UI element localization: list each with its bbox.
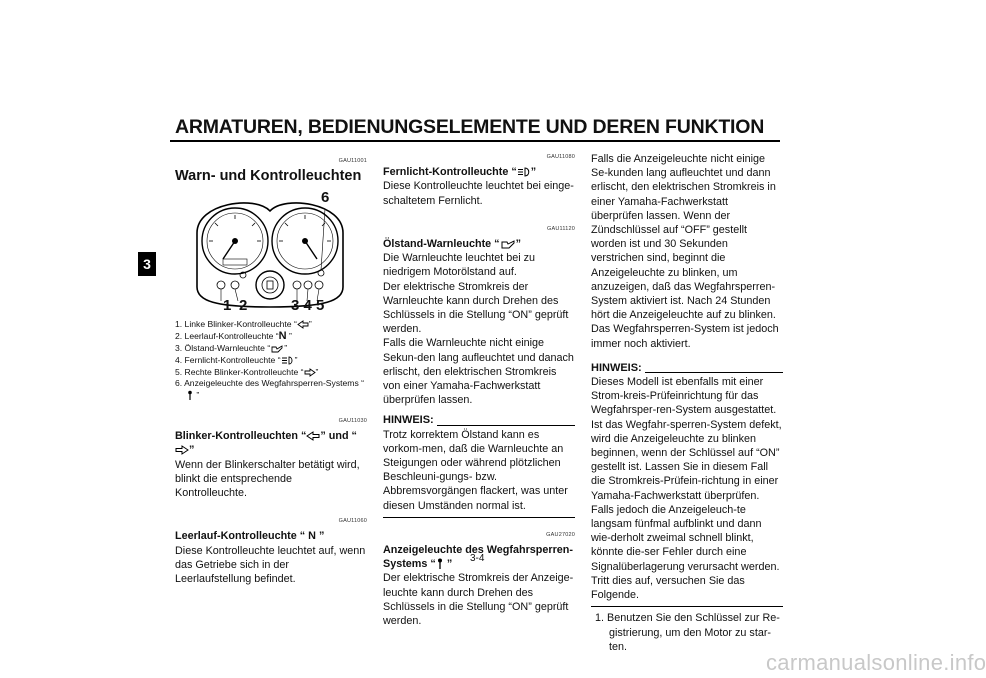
leerlauf-heading: Leerlauf-Kontrolleuchte “ N ”: [175, 530, 325, 543]
column-1: [175, 150, 367, 586]
speedometer-tachometer-illustration: [175, 189, 365, 317]
legend-item: 6. Anzeigeleuchte des Wegfahrsperren-Systems “ ”: [175, 378, 364, 401]
right-turn-arrow-icon: [304, 368, 316, 377]
ref-code: GAU11001: [338, 158, 367, 164]
instrument-figure: [175, 189, 365, 317]
wegfahrsperre-heading: Anzeigeleuchte des Wegfahrsperren-Systems “ ”: [383, 544, 573, 571]
hinweis-header: HINWEIS:: [383, 413, 575, 427]
ref-code: GAU11080: [546, 154, 575, 160]
hinweis-header: HINWEIS:: [591, 361, 783, 375]
legend-item: 4. Fernlicht-Kontrolleuchte “ ”: [175, 354, 298, 365]
ref-code: GAU11120: [547, 225, 575, 232]
column-3: [591, 150, 783, 654]
hinweis-end-rule: [383, 517, 575, 518]
hinweis-text: Trotz korrektem Ölstand kann es vorkom-men, daß die Warnleuchte an Steigungen oder während plötzlichen Beschleuni-gungs- bzw. Abbremsvorgängen flackert, was unter diesen Umständen normal ist.: [383, 428, 568, 512]
title-rule: [170, 140, 780, 142]
figure-legend: [175, 319, 367, 402]
high-beam-icon: [281, 356, 295, 365]
ref-code: GAU11030: [338, 417, 367, 424]
fernlicht-heading: Fernlicht-Kontrolleuchte “ ”: [383, 166, 537, 179]
page-number: 3-4: [470, 553, 485, 564]
legend-item: 5. Rechte Blinker-Kontrolleuchte “ ”: [175, 366, 319, 377]
right-turn-arrow-icon: [175, 445, 189, 455]
figure-label-6: 6: [321, 189, 330, 207]
figure-label-1: 1: [223, 297, 232, 315]
hinweis-end-rule: [591, 606, 783, 607]
page-title: ARMATUREN, BEDIENUNGSELEMENTE UND DEREN FUNKTION: [175, 116, 765, 138]
step-1: 1. Benutzen Sie den Schlüssel zur Re-gistrierung, um den Motor zu star-ten.: [595, 612, 780, 653]
legend-item: 2. Leerlauf-Kontrolleuchte “N ”: [175, 330, 292, 343]
oil-can-icon: [270, 344, 284, 353]
oelstand-heading: Ölstand-Warnleuchte “ ”: [383, 238, 521, 251]
legend-item: 3. Ölstand-Warnleuchte “ ”: [175, 343, 288, 353]
watermark: carmanualsonline.info: [766, 650, 986, 675]
ref-code: GAU27020: [546, 531, 575, 538]
wegfahrsperre-text: Der elektrische Stromkreis der Anzeige-leuchte kann durch Drehen des Schlüssels in die Stellung “ON” geprüft werden.: [383, 572, 574, 628]
figure-label-2: 2: [239, 297, 248, 315]
immobilizer-text: Falls die Anzeigeleuchte nicht einige Se-kunden lang aufleuchtet und dann erlischt, den elektrischen Stromkreis in einer Yamaha-Fachwerkstatt überprüfen lassen. Wenn der Zündschlüssel auf “OFF” gestellt worden ist und 30 Sekunden verstrichen sind, beginnt die Anzeigeleuchte zu blinken, um anzuzeigen, daß das Wegfahrsperren-System aktiviert ist. Nach 24 Stunden hört die Anzeigeleuchte auf zu blinken. Das Wegfahrsperren-System ist jedoch immer noch aktiviert.: [591, 153, 779, 350]
figure-label-345: 3 4 5: [291, 297, 325, 315]
section-heading: Warn- und Kontrolleuchten: [175, 168, 362, 185]
left-turn-arrow-icon: [306, 431, 320, 441]
immobilizer-key-icon: [436, 558, 444, 569]
immobilizer-key-icon: [186, 390, 194, 400]
blinker-heading: Blinker-Kontrolleuchten “ ” und “”: [175, 430, 357, 457]
left-turn-arrow-icon: [297, 320, 309, 329]
legend-item: 1. Linke Blinker-Kontrolleuchte “ ”: [175, 319, 312, 330]
oelstand-text: Die Warnleuchte leuchtet bei zu niedrigem Motorölstand auf. Der elektrische Stromkreis der Warnleuchte kann durch Drehen des Schlüssels in die Stellung “ON” geprüft werden. Falls die Warnleuchte nicht einige Sekun-den lang aufleuchtet und danach erlischt, den elektrischen Stromkreis von einer Yamaha-Fachwerkstatt überprüfen lassen.: [383, 252, 574, 407]
fernlicht-text: Diese Kontrolleuchte leuchtet bei einge-schaltetem Fernlicht.: [383, 180, 574, 207]
leerlauf-text: Diese Kontrolleuchte leuchtet auf, wenn das Getriebe sich in der Leerlaufstellung befindet.: [175, 544, 366, 586]
high-beam-icon: [517, 167, 531, 177]
ref-code: GAU11060: [338, 518, 367, 525]
chapter-tab: 3: [138, 252, 156, 276]
blinker-text: Wenn der Blinkerschalter betätigt wird, blinkt die entsprechende Kontrolleuchte.: [175, 458, 360, 499]
oil-can-icon: [500, 239, 516, 249]
hinweis-text: Dieses Modell ist ebenfalls mit einer Strom-kreis-Prüfeinrichtung für das Wegfahrsper-ren-System ausgestattet. Ist das Wegfahr-sperren-System defekt, wird die Anzeigeleuchte zu blinken beginnen, wenn der Schlüssel auf “ON” gestellt ist. Lassen Sie in diesem Fall die Stromkreis-Prüfein-richtung in einer Yamaha-Fachwerkstatt überprüfen. Falls jedoch die Anzeigeleuch-te langsam fünfmal aufblinkt und dann wie-derholt zweimal schnell blinkt, könnte die-ser Fehler durch eine Signalüberlagerung verursacht werden. Tritt dies auf, versuchen Sie das Folgende.: [591, 376, 782, 602]
